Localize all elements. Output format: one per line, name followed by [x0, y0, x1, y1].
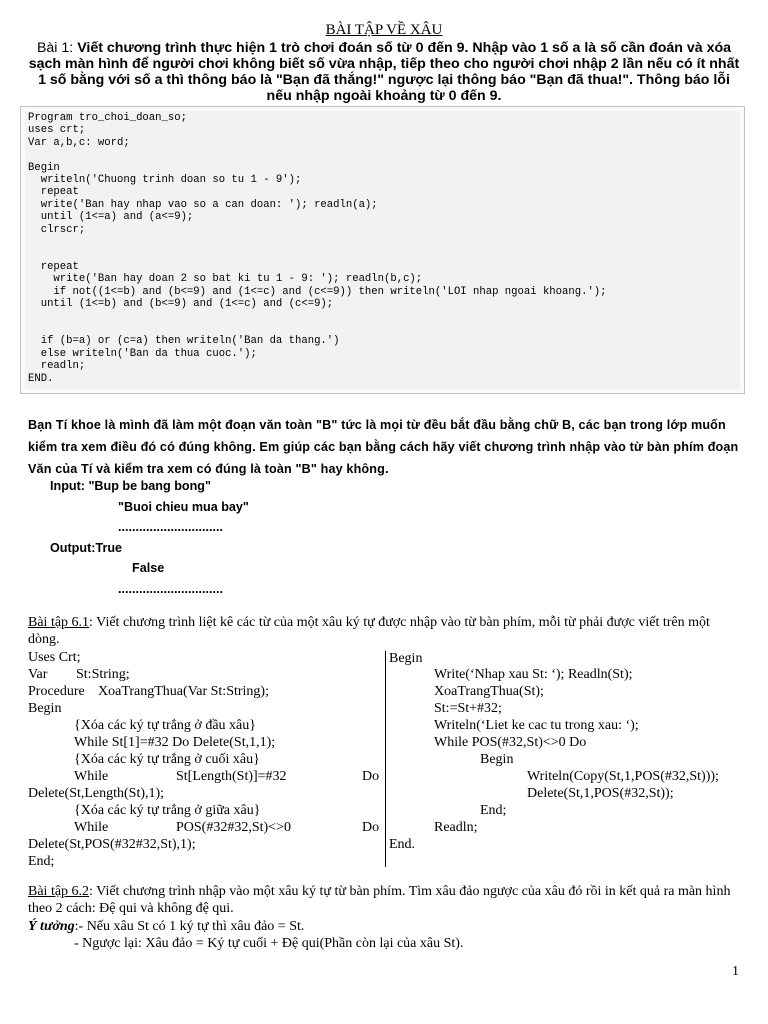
left-code-line: While: [74, 820, 109, 835]
idea-line-2: - Ngược lại: Xâu đảo = Ký tự cuối + Đệ qui(Phần còn lại của xâu St).: [74, 936, 464, 951]
right-code-line: St:=St+#32;: [434, 701, 502, 716]
page-title: BÀI TẬP VỀ XÂU: [325, 22, 443, 38]
left-code-line: Delete(St,POS(#32#32,St),1);: [28, 837, 196, 852]
output-example-line-1: Output:True: [50, 541, 123, 555]
left-code-line: Do: [362, 820, 380, 835]
right-code-line: End;: [480, 803, 507, 818]
idea-label: Ý tưởng: [28, 919, 75, 934]
left-code-line: Procedure: [28, 684, 85, 699]
left-code-line: Delete(St,Length(St),1);: [28, 786, 165, 801]
exercise-6-2-label: Bài tập 6.2: [28, 884, 90, 899]
exercise-b-paragraph: Bạn Tí khoe là mình đã làm một đoạn văn toàn "B" tức là mọi từ đều bắt đầu bằng chữ B, các bạn trong lớp muốn kiểm tra xem điều đó có đúng không. Em giúp các bạn bằng cách hãy viết chương trình nhập vào từ bàn phím đoạn Văn của Tí và kiểm tra xem có đúng là toàn "B" hay không.: [28, 418, 739, 476]
left-code-line: While: [74, 769, 109, 784]
code-listing-1: Program tro_choi_doan_so; uses crt; Var a,b,c: word; Begin writeln('Chuong trinh doan so tu 1 - 9'); repeat write('Ban hay nhap vao so a can doan: '); readln(a); until (1<=a) and (a<=9); clrscr; repeat write('Ban hay doan 2 so bat ki tu 1 - 9: '); readln(b,c); if not((1<=b) and (b<=9) and (1<=c) and (c<=9)) then writeln('LOI nhap ngoai khoang.'); until (1<=b) and (b<=9) and (1<=c) and (c<=9); if (b=a) or (c=a) then writeln('Ban da thang.') else writeln('Ban da thua cuoc.'); readln; END.: [28, 112, 607, 385]
right-code-line: Begin: [389, 651, 423, 666]
exercise-6-1-statement: : Viết chương trình liệt kê các từ của một xâu ký tự được nhập vào từ bàn phím, mỗi từ phải được viết trên một dòng.: [28, 615, 710, 647]
idea-text-1: :- Nếu xâu St có 1 ký tự thì xâu đảo = St.: [74, 919, 305, 934]
page-number: 1: [732, 964, 739, 979]
exercise-6-2-statement: : Viết chương trình nhập vào một xâu ký tự từ bàn phím. Tìm xâu đảo ngược của xâu đó rồi in kết quả ra màn hình theo 2 cách: Đệ qui và không đệ qui.: [28, 884, 731, 916]
input-example-line-2: "Buoi chieu mua bay": [118, 500, 249, 514]
idea-line-1: [28, 918, 304, 935]
left-code-line: POS(#32#32,St)<>0: [176, 820, 291, 835]
right-code-line: Readln;: [434, 820, 478, 835]
output-example-line-2: False: [132, 561, 165, 575]
column-divider: [385, 651, 386, 867]
exercise-1-statement: Viết chương trình thực hiện 1 trò chơi đoán số từ 0 đến 9. Nhập vào 1 số a là số cần đoán và xóa sạch màn hình để người chơi không biết số vừa nhập, tiếp theo cho người chơi nhập 2 lần nếu có ít nhất 1 số bằng với số a thì thông báo là "Bạn đã thắng!" ngược lại thông báo "Bạn đã thua!". Thông báo lỗi nếu nhập ngoài khoảng từ 0 đến 9.: [28, 40, 740, 104]
left-code-line: Var: [28, 667, 48, 682]
exercise-1-label: Bài 1:: [36, 40, 78, 56]
left-code-line: St:String;: [76, 667, 130, 682]
right-code-line: Writeln(Copy(St,1,POS(#32,St)));: [527, 769, 719, 784]
left-code-comment: {Xóa các ký tự trắng ở giữa xâu}: [74, 803, 261, 818]
right-code-line: Begin: [480, 752, 514, 767]
left-code-comment: {Xóa các ký tự trắng ở đầu xâu}: [74, 718, 256, 733]
right-code-line: While POS(#32,St)<>0 Do: [434, 735, 587, 750]
right-code-line: XoaTrangThua(St);: [434, 684, 544, 699]
input-dots: ..............................: [118, 520, 223, 534]
left-code-line: End;: [28, 854, 55, 869]
exercise-6-1-label: Bài tập 6.1: [28, 615, 90, 630]
output-dots: ..............................: [118, 582, 223, 596]
left-code-line: St[Length(St)]=#32: [176, 769, 287, 784]
right-code-line: Writeln(‘Liet ke cac tu trong xau: ‘);: [434, 718, 639, 733]
left-code-line: Begin: [28, 701, 62, 716]
exercise-6-1-text: [28, 614, 744, 648]
input-example-line-1: Input: "Bup be bang bong": [50, 479, 211, 493]
exercise-6-2-text: [28, 883, 744, 917]
right-code-line: Write(‘Nhap xau St: ‘); Readln(St);: [434, 667, 633, 682]
exercise-1-text: [26, 40, 742, 104]
left-code-line: Uses Crt;: [28, 650, 81, 665]
left-code-line: Do: [362, 769, 380, 784]
right-code-line: End.: [389, 837, 416, 852]
left-code-line: While St[1]=#32 Do Delete(St,1,1);: [74, 735, 276, 750]
right-code-line: Delete(St,1,POS(#32,St));: [527, 786, 674, 801]
left-code-comment: {Xóa các ký tự trắng ở cuối xâu}: [74, 752, 260, 767]
left-code-line: XoaTrangThua(Var St:String);: [98, 684, 269, 699]
